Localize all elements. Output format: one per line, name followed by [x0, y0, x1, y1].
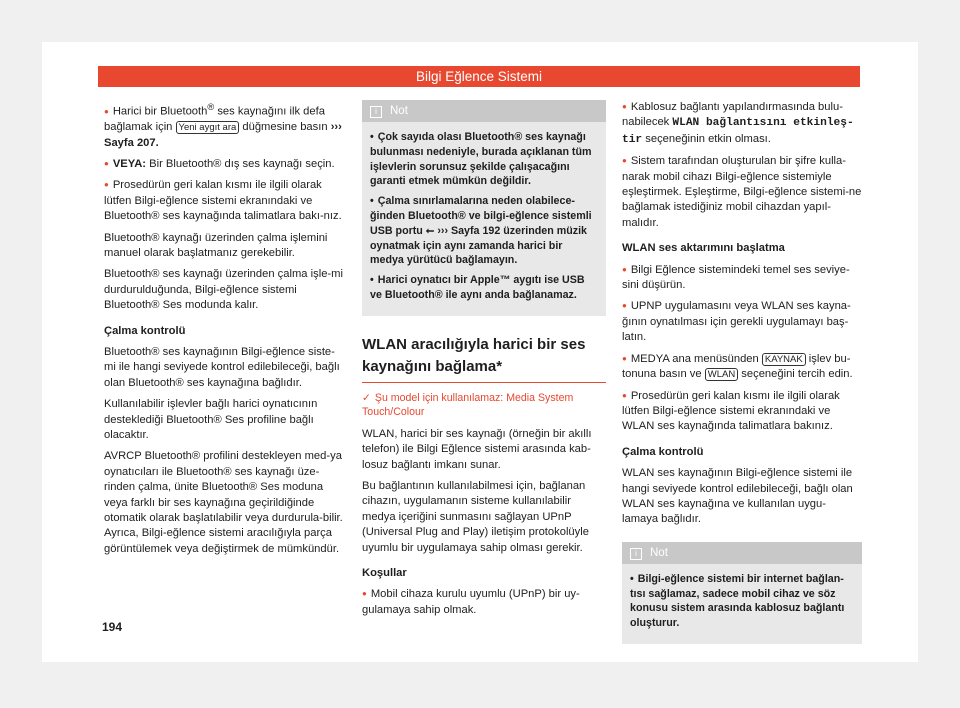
page-header: Bilgi Eğlence Sistemi [98, 66, 860, 87]
key-new-device-search[interactable]: Yeni aygıt ara [176, 121, 240, 134]
bullet-paragraph: ● Mobil cihaza kurulu uyumlu (UPnP) bir uy-gulamaya sahip olmak. [362, 587, 606, 618]
paragraph: Kullanılabilir işlevler bağlı harici oynatıcının desteklediği Bluetooth® Ses profiline bağlı olacaktır. [104, 398, 318, 442]
info-icon: i [370, 106, 382, 118]
bullet-paragraph: ● Bilgi Eğlence sistemindeki temel ses seviye-sini düşürün. [622, 263, 862, 294]
setting-name: WLAN bağlantısını etkinleş-tir [622, 117, 854, 146]
bullet-paragraph: ● UPNP uygulamasını veya WLAN ses kayna-ğının oynatılması için gerekli uygulamayı baş-latın. [622, 299, 862, 345]
page-number: 194 [102, 620, 123, 634]
paragraph: Bluetooth® ses kaynağı üzerinden çalma işle-mi durdurulduğunda, Bilgi-eğlence sistemi Bluetooth® Ses modunda kalır. [104, 268, 343, 312]
bullet-paragraph: ● MEDYA ana menüsünden KAYNAK işlev bu-tonuna basın ve WLAN seçeneğini tercih edin. [622, 352, 862, 383]
info-icon: i [630, 548, 642, 560]
paragraph: Bluetooth® kaynağı üzerinden çalma işlemini manuel olarak başlatmanız gerekebilir. [104, 231, 328, 259]
paragraph: Bu bağlantının kullanılabilmesi için, bağlanan cihazın, uygulamanın sisteme kullanılabilir medya içeriğini sunmasını sağlayan UPnP (Universal Plug and Play) iletişim protokolüyle uyumlu bir uygulamaya sahip olması gerekir. [362, 479, 589, 554]
note-box [622, 542, 862, 644]
subheading: WLAN ses aktarımını başlatma [622, 242, 785, 255]
note-item: • Bilgi-eğlence sistemi bir internet bağlan-tısı sağlamaz, sadece mobil cihaz ve söz konusu sistem arasında kablosuz bağlantı oluşturur. [630, 572, 854, 631]
key-wlan[interactable]: WLAN [705, 368, 738, 381]
column-middle [362, 100, 606, 624]
bullet-paragraph: ● Kablosuz bağlantı yapılandırmasında bulu-nabilecek WLAN bağlantısını etkinleş-tir seçeneğinin etkin olması. [622, 100, 862, 148]
note-item: • Çok sayıda olası Bluetooth® ses kaynağı bulunması nedeniyle, burada açıklanan tüm işlevlerin sorunsuz şekilde çalışacağını garanti etmek mümkün değildir. [370, 130, 598, 189]
column-left [104, 100, 346, 563]
note-item: • Çalma sınırlamalarına neden olabilece-ğinden Bluetooth® ve bilgi-eğlence sistemli USB portu ⭠ ››› Sayfa 192 üzerinden müzik oynatmak için aynı zamanda harici bir medya yürütücü bağlamayın. [370, 194, 598, 268]
paragraph: WLAN, harici bir ses kaynağı (örneğin bir akıllı telefon) ile Bilgi Eğlence sistemi arasında kab-losuz bağlantı imkanı sunar. [362, 427, 592, 471]
column-right [622, 100, 862, 652]
note-header: i Not [362, 100, 606, 122]
note-header: i Not [622, 542, 862, 564]
paragraph: AVRCP Bluetooth® profilini destekleyen med-ya oynatıcıları ile Bluetooth® ses kaynağı üze-rinden çalma, ünite Bluetooth® Ses moduna veya farklı bir ses kaynağına geçirildiğinde otomatik olarak başlatılabilir veya durdurula-bilir. Ayrıca, Bilgi-eğlence sistemi aracılığıyla parça görüntülemek veya değiştirmek de mümkündür. [104, 450, 343, 555]
bullet-paragraph: ● VEYA: Bir Bluetooth® dış ses kaynağı seçin. [104, 157, 346, 172]
page-reference[interactable]: ››› Sayfa 207. [104, 121, 342, 149]
bullet-paragraph: ● Harici bir Bluetooth® ses kaynağını ilk defa bağlamak için Yeni aygıt ara düğmesine basın ››› Sayfa 207. [104, 100, 346, 151]
bullet-paragraph: ● Sistem tarafından oluşturulan bir şifre kulla-narak mobil cihazı Bilgi-eğlence sistemiyle eşleştirmek. Eşleştirme, Bilgi-eğlence sistemi-ne bağlamak istediğiniz mobil cihazdan yapıl-malıdır. [622, 154, 862, 231]
bullet-paragraph: ● Prosedürün geri kalan kısmı ile ilgili olarak lütfen Bilgi-eğlence sistemi ekranındaki ve WLAN ses kaynağında talimatlara bakınız. [622, 389, 862, 435]
subheading: Çalma kontrolü [622, 445, 704, 458]
paragraph: Bluetooth® ses kaynağının Bilgi-eğlence siste-mi ile hangi seviyede kontrol edilebileceği, bağlı olan Bluetooth® ses kaynağına bağlıdır. [104, 346, 340, 389]
note-box [362, 100, 606, 316]
subheading: Çalma kontrolü [104, 324, 186, 337]
note-item: • Harici oynatıcı bir Apple™ aygıtı ise USB ve Bluetooth® ile aynı anda bağlanamaz. [370, 273, 598, 303]
bullet-paragraph: ● Prosedürün geri kalan kısmı ile ilgili olarak lütfen Bilgi-eğlence sistemi ekranındaki ve Bluetooth® ses kaynağında talimatlara bakı-nız. [104, 178, 346, 224]
subheading: Koşullar [362, 567, 407, 580]
key-source[interactable]: KAYNAK [762, 353, 806, 366]
model-availability: ✓ Şu model için kullanılamaz: Media System Touch/Colour [362, 391, 606, 419]
section-title: WLAN aracılığıyla harici bir ses kaynağını bağlama* [362, 334, 606, 383]
paragraph: WLAN ses kaynağının Bilgi-eğlence sistemi ile hangi seviyede kontrol edilebileceği, bağlı olan WLAN ses kaynağına ve kullanılan uygu-lamaya bağlıdır. [622, 467, 853, 526]
